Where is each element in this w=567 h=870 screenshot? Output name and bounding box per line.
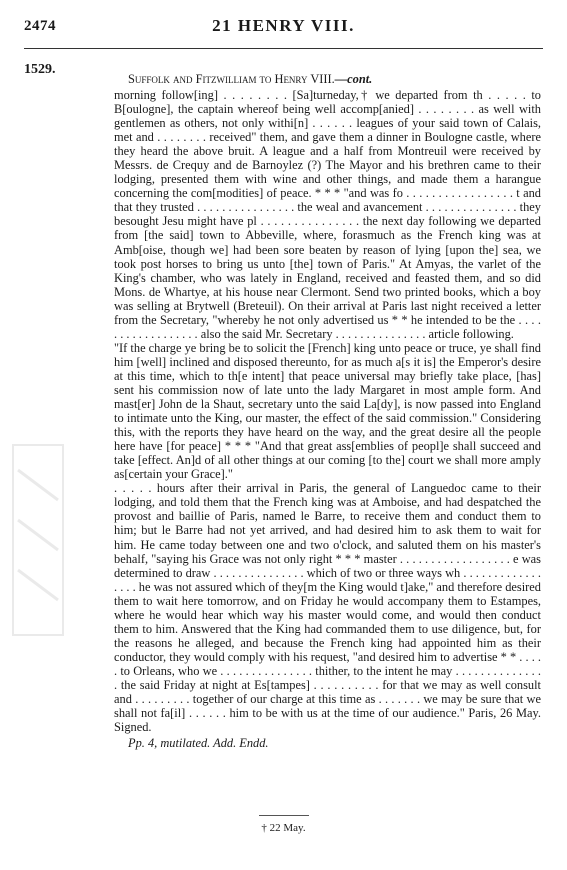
letter-title-text: Suffolk and Fitzwilliam to Henry VIII. xyxy=(128,72,335,86)
text-column xyxy=(114,72,541,750)
letter-title-cont: —cont. xyxy=(334,72,373,86)
page-heading: 21 HENRY VIII. xyxy=(212,16,355,35)
letter-title xyxy=(128,72,541,87)
endnote: Pp. 4, mutilated. Add. Endd. xyxy=(128,736,269,751)
page-number: 2474 xyxy=(24,18,56,34)
watermark-seal-icon xyxy=(8,440,68,640)
header-rule xyxy=(24,48,543,49)
paragraph: "If the charge ye bring be to solicit the [French] king unto peace or truce, ye shall find him [well] inclined and disposed thereunto, for as much a[s it is] the Emperor's desire at this time, which to th[e intent] that peace universal may briefly take place, [has] sent his commission now of late unto the lady Margaret in most ample form. And mast[er] John de la Shaut, secretary unto the said La[dy], is now passed into England to intimate unto the King, our master, the effect of the said commission." Considering this, with the reports they have heard on the way, and the great desire all the people here have [for peace] * * * "And that great ass[emblies of peopl]e shall succeed and take [effect. An]d of all other things at our coming [to the] court we shall more amply as[certain your Grace]." xyxy=(114,340,541,482)
paragraph: . . . . . hours after their arrival in Paris, the general of Languedoc came to their lodging, and told them that the French king was at Amboise, and had despatched the provost and baillie of Paris, named le Barre, to receive them and conduct them to him; but le Barre had not yet arrived, and had desired him to ask them to wait for him. He came today between one and two o'clock, and saluted them on his master's behalf, "saying his Grace was not only right * * * master . . . . . . . . . . . . . . . . . . e was determined to draw . . . . . . . . . . . . . . . which of two or three ways wh . . . . . . . . . . . . . . . . . he was not assured which of they[m the King would t]ake," and therefore desired them to wait here tomorrow, and on Friday he would accompany them to Estampes, where he would hear which way his master would come, and would then conduct them to him. Answered that the King had commanded them to use diligence, but, for the reasons he alleged, and because the French king had appointed him as their conductor, they would comply with his request, "and desired him to advertise * * . . . . . to Orleans, who we . . . . . . . . . . . . . . . thither, to the intent he may . . . . . . . . . . . . . . . the said Friday at night at Es[tampes] . . . . . . . . . . for that we may as well consult and . . . . . . . . . together of our charge at this time as . . . . . . . we may be sure that we shall not fa[il] . . . . . . him to be with us at the time of our audience." Paris, 26 May. Signed. xyxy=(114,481,541,735)
year-margin: 1529. xyxy=(24,62,56,77)
footnote: † 22 May. xyxy=(261,822,306,834)
footnote-rule xyxy=(259,815,309,816)
running-head xyxy=(24,10,543,44)
letter-body xyxy=(114,88,541,734)
paragraph: morning follow[ing] . . . . . . . . [Sa]turneday,† we departed from th . . . . . to B[oulogne], the captain whereof being well accomp[anied] . . . . . . . . as well with gentlemen as others, not only withi[n] . . . . . . leagues of your said town of Calais, met and . . . . . . . . received" them, and gave them a dinner in Boulogne castle, where they heard the above bruit. A league and a half from Montreuil were received by Messrs. de Crequy and de Barnoylez (?) The Mayor and his brethren came to their lodging, presented them with wine and other things, and made them a harangue concerning the com[modities] of peace. * * * "and was fo . . . . . . . . . . . . . . . . . t and that they trusted . . . . . . . . . . . . . . . . the weal and avancement . . . . . . . . . . . . . . . they besought Jesu might have pl . . . . . . . . . . . . . . . the next day following we departed from [the said] town to Abbeville, where, forasmuch as the French king was at Amb[oise, though we] had been sore beaten by reason of lying [upon the] sea, we took post horses to bring us unto [the] town of Paris." At Amyas, the varlet of the King's chamber, who was lately in England, received and feasted them, and so did Mons. de Whartye, at his house near Clermont. Send two printed books, which a boy was selling at Brytwell (Breteuil). On their arrival at Paris last night received a letter from the Secretary, "whereby he not only advertised us * * he intended to be the . . . . . . . . . . . . . . . . . . also the said Mr. Secretary . . . . . . . . . . . . . . . article following. xyxy=(114,88,541,341)
